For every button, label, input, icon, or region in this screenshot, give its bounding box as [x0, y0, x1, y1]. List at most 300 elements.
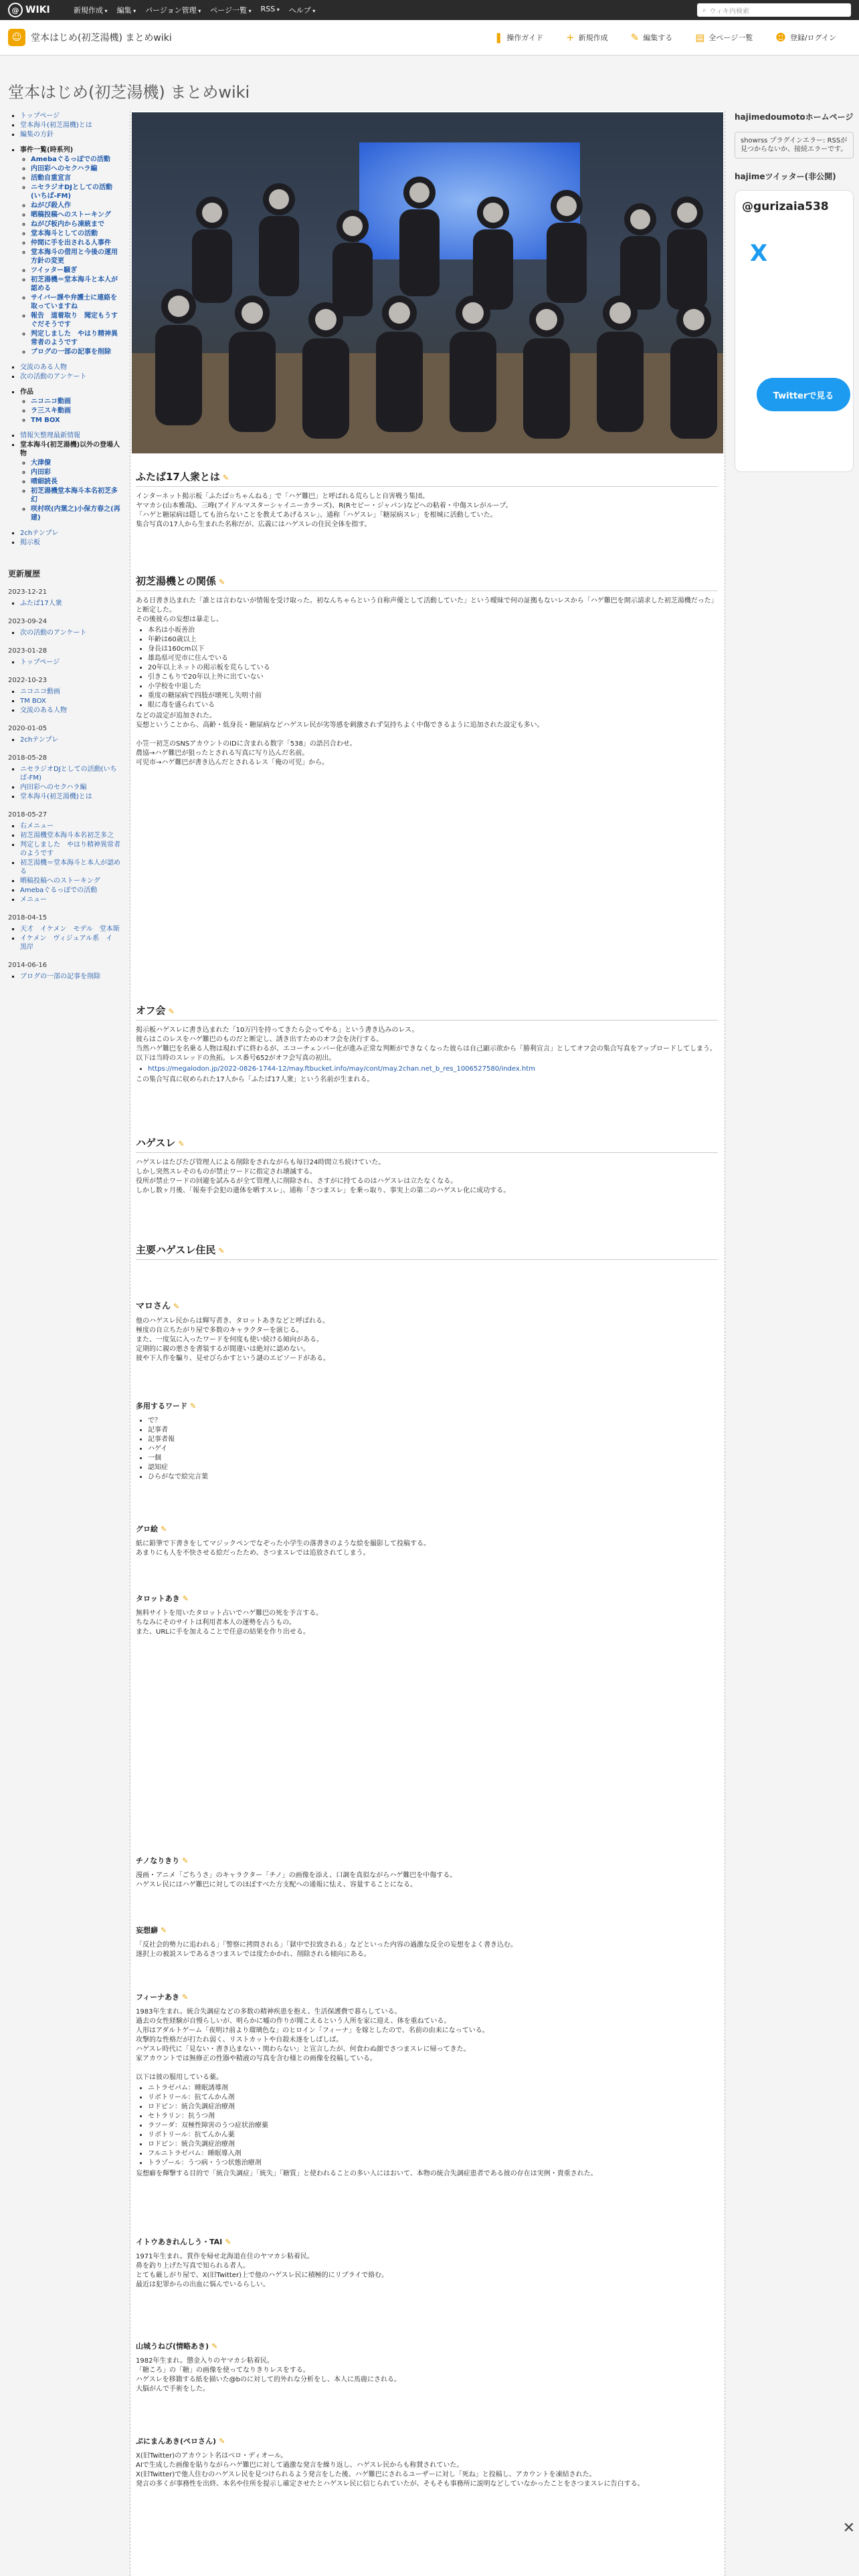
- sub-heading: フィーナあき ✎: [136, 1993, 189, 2002]
- sub-heading: 妄想癖 ✎: [136, 1926, 167, 1935]
- history-link[interactable]: ニセラジオDJとしての活動(いちば-FM): [20, 766, 117, 782]
- history-link[interactable]: トップページ: [20, 659, 60, 666]
- word: 記事者報: [148, 1436, 175, 1443]
- text-line: とても厳しがり屋で、X(旧Twitter)上で他のハゲスレ民に積極的にリプライで絡む。: [136, 2272, 389, 2279]
- history-date: 2014-06-16: [8, 962, 47, 969]
- sidebar-character-link[interactable]: 内田彩: [31, 469, 51, 476]
- sub-heading: 山城うねび(情略あき) ✎: [136, 2342, 218, 2351]
- menu-version[interactable]: バージョン管理 ▾: [145, 5, 201, 15]
- fact-item: [148, 663, 718, 673]
- history-link-item: [20, 658, 122, 667]
- sub-heading: チノなりきり ✎: [136, 1856, 189, 1865]
- text-line: 最近は犯罪からの出血に悩んでいるらしい。: [136, 2281, 270, 2288]
- sidebar-event-link[interactable]: ねがぴ殺人作: [31, 202, 71, 209]
- sidebar-work-link[interactable]: ニコニコ動画: [31, 398, 71, 405]
- section-offkai: [136, 1003, 718, 1085]
- history-items: [8, 822, 122, 904]
- menu-edit[interactable]: 編集 ▾: [117, 5, 136, 15]
- sidebar-work-link-item: [31, 416, 122, 425]
- main-content: [130, 111, 725, 2576]
- history-items: [8, 972, 122, 981]
- text-line: ある日書き込まれた「誰とは言わないが情報を受け取った。初なんちゃらという自称声優として活動していた」という曖昧で何の証拠もないレスから「ハゲ難巴を開示請求した初芝湯機だった」と断定した。: [136, 597, 718, 614]
- sidebar-work-link[interactable]: TM BOX: [31, 417, 60, 424]
- sidebar-character-link-item: [31, 477, 122, 486]
- drug: フルニトラゼパム：睡眠導入剤: [148, 2150, 242, 2157]
- text-line: ハゲスレ民にはハゲ難巴に対してのほぼすべた方支配への通報に怯え、容量することになる。: [136, 1881, 417, 1889]
- drug-list: [136, 2084, 718, 2168]
- history-link[interactable]: 天才 イケメン モデル 堂本斯: [20, 926, 120, 933]
- edit-pen-icon[interactable]: ✎: [219, 2437, 225, 2446]
- drug: セトラリン：抗うつ剤: [148, 2113, 215, 2120]
- section-residents: [136, 1243, 718, 1260]
- sidebar-link[interactable]: 掲示板: [20, 539, 40, 546]
- guide-icon: ❚: [494, 31, 503, 43]
- sidebar-link[interactable]: 2chテンプレ: [20, 530, 59, 537]
- word: で？: [148, 1417, 161, 1424]
- sub-heading: グロ絵 ✎: [136, 1525, 167, 1533]
- history-link-item: [20, 934, 122, 952]
- section-heading: 初芝湯機との関係 ✎: [136, 574, 718, 591]
- section-hagesure: [136, 1136, 718, 1196]
- text-line: インターネット掲示板「ふたば☆ちゃんねる」で「ハゲ難巴」と呼ばれる荒らしと自害戦う集団。: [136, 493, 430, 500]
- resident-pero: [136, 2436, 718, 2489]
- wiki-logo[interactable]: @ WIKI: [0, 3, 64, 17]
- sidebar-event-link-item: [31, 294, 122, 311]
- word-item: [148, 1473, 718, 1482]
- sidebar-character-link-item: [31, 487, 122, 504]
- text-line: 攻撃的な性格だが打たれ弱く、リストカットや自殺未遂をしばしば。: [136, 2036, 343, 2044]
- global-topbar: [0, 0, 859, 20]
- sidebar-event-link-item: [31, 165, 122, 173]
- text-line: [136, 2064, 718, 2073]
- history-link[interactable]: ニコニコ動画: [20, 688, 60, 695]
- top-menu: [74, 5, 315, 15]
- history-link-item: [20, 972, 122, 981]
- fact-item: [148, 673, 718, 682]
- resident-yamase: [136, 2341, 718, 2394]
- edit-button[interactable]: ✎ 編集する: [630, 31, 673, 43]
- resident-mousou: [136, 1925, 718, 1959]
- sidebar-event-link[interactable]: 堂本海斗としての活動: [31, 230, 98, 237]
- history-date: 2018-04-15: [8, 914, 47, 922]
- sidebar-link[interactable]: 編集の方針: [20, 131, 54, 138]
- homepage-title[interactable]: hajimedoumotoホームページ: [735, 112, 854, 122]
- text-line: X(旧Twitter)で他人住むのハゲスレ民を見つけられるよう発言をした後、ハゲ難巴にされるユーザーに対し「死ね」と投稿し、アカウントを凍結された。: [136, 2471, 596, 2478]
- sidebar-character-link-item: [31, 468, 122, 477]
- sidebar-event-link-item: [31, 183, 122, 201]
- sidebar-event-link-item: [31, 312, 122, 329]
- all-pages-button[interactable]: ▤ 全ページ一覧: [695, 31, 753, 43]
- site-header: [0, 20, 859, 56]
- at-icon: @: [8, 3, 23, 17]
- history-link[interactable]: 内田彩へのセクハラ編: [20, 784, 87, 791]
- edit-pen-icon[interactable]: ✎: [173, 1302, 180, 1311]
- history-items: [8, 925, 122, 952]
- word: 記事者: [148, 1426, 168, 1434]
- text-line: 彼らはこのレスをハゲ難巴のものだと断定し、誘き出すためのオフ会を決行する。: [136, 1036, 383, 1043]
- sidebar-nav-4: [8, 529, 122, 547]
- history-link[interactable]: 初芝湯機＝堂本海斗と本人が認める: [20, 859, 120, 875]
- sidebar-event-link[interactable]: 堂本海斗の借用と今後の運用方針の変更: [31, 249, 118, 265]
- text-line: 鼻を釣り上げた写真で知られる者人。: [136, 2262, 250, 2270]
- word-list: [136, 1416, 718, 1482]
- history-date: 2018-05-28: [8, 754, 47, 762]
- text-line: 定期的に親の悪さを書装するが間違いは絶対に認めない。: [136, 1346, 310, 1353]
- group-photo: [132, 112, 723, 453]
- history-link-item: [20, 895, 122, 904]
- people-silhouettes: [132, 112, 723, 453]
- text-line: 農協→ハゲ難巴が狙ったとされる写真に写り込んだ名前。: [136, 750, 309, 757]
- twitter-title: hajimeツイッター(非公開): [735, 172, 836, 181]
- sidebar-characters: [8, 431, 122, 522]
- archive-link[interactable]: https://megalodon.jp/2022-0826-1744-12/may.ftbucket.info/may/cont/may.2chan.net_b_res_1006527580/index.htm: [148, 1065, 535, 1073]
- sidebar-event-link-item: [31, 229, 122, 238]
- fact-item: [148, 701, 718, 710]
- section-heading: ふたば17人衆とは ✎: [136, 469, 718, 487]
- text-line: 人形はアダルトゲーム「夜明け前より瑠璃色な」のヒロイン「フィーナ」を嫁としたので、名前の由来になっている。: [136, 2027, 489, 2034]
- sidebar-event-link[interactable]: ツイッター騒ぎ: [31, 267, 78, 274]
- text-line: 紙に鉛筆で下書きをしてマジックペンでなぞった小学生の落書きのような絵を撮影して投稿する。: [136, 1540, 430, 1547]
- fact: 本名は小坂善治: [148, 627, 195, 634]
- text-line: 以下は彼の服用している薬。: [136, 2074, 223, 2081]
- word: 一個: [148, 1455, 161, 1462]
- history-link[interactable]: ふたば17人衆: [20, 600, 62, 607]
- sidebar-event-link-item: [31, 330, 122, 347]
- sub-heading: タロットあき ✎: [136, 1594, 189, 1603]
- section-futaba17: [136, 469, 718, 530]
- text-line: 役所が禁止ワードの回避を試みるが全て管理人に削除され、さすがに持てるのはハゲスレは立たなくなる。: [136, 1178, 458, 1185]
- text-line: 当然ハゲ難巴を名乗る人物は現れずに終わるが、エコーチェンバー化が進み正常な判断ができなくなった彼らは自己顕示欲から「勝利宣言」としてオフ会の集合写真をアップロードしてしまう。: [136, 1045, 717, 1053]
- history-link-item: [20, 822, 122, 831]
- fact-item: [148, 645, 718, 654]
- history-date: 2023-09-24: [8, 618, 47, 625]
- sidebar-character-link[interactable]: 咲村咲(内葉之)小保方春之(再建): [31, 506, 120, 522]
- text-line: 「反社会的勢力に追われる」「警察に拷問される」「獄中で拉致される」などといった内容の過激な反全の妄想をよく書き込む。: [136, 1941, 517, 1949]
- new-page-button[interactable]: + 新規作成: [566, 31, 608, 43]
- fact-item: [148, 691, 718, 701]
- text-line: ちなみにそのサイトは利用者本人の運勢を占うもの。: [136, 1619, 296, 1626]
- fact: 年齢は60歳以上: [148, 636, 197, 643]
- drug-item: [148, 2093, 718, 2103]
- history-link[interactable]: ブログの一部の記事を削除: [20, 973, 100, 980]
- sidebar-event-link[interactable]: 判定しました やはり精神異常者のようです: [31, 330, 118, 346]
- drug-item: [148, 2140, 718, 2149]
- history-link-item: [20, 877, 122, 885]
- section-body: [136, 1158, 718, 1196]
- sub-heading: イトウあきれんしう・TAI ✎: [136, 2238, 231, 2246]
- history-list: [8, 588, 122, 981]
- history-link-item: [20, 792, 122, 801]
- history-date: 2022-10-23: [8, 677, 47, 684]
- left-sidebar: [8, 111, 122, 988]
- fact-item: [148, 682, 718, 691]
- sidebar-character-link[interactable]: 大津僚: [31, 459, 51, 467]
- section-relation: [136, 574, 718, 768]
- word-item: [148, 1426, 718, 1435]
- word-item: [148, 1463, 718, 1473]
- menu-pages[interactable]: ページ一覧 ▾: [210, 5, 251, 15]
- sidebar-work-link-item: [31, 407, 122, 415]
- word-item: [148, 1435, 718, 1444]
- fact: 眼に毒を盛られている: [148, 702, 215, 709]
- edit-pen-icon[interactable]: ✎: [218, 1247, 225, 1255]
- history-date: 2018-05-27: [8, 811, 47, 819]
- drug: トラゾール：うつ病・うつ状態治療剤: [148, 2159, 262, 2167]
- sidebar-link[interactable]: トップページ: [20, 112, 60, 120]
- edit-pen-icon[interactable]: ✎: [219, 578, 225, 586]
- edit-pen-icon[interactable]: ✎: [182, 1993, 189, 2002]
- sidebar-event-link-item: [31, 276, 122, 293]
- sidebar-work-link[interactable]: ラ三スキ動画: [31, 407, 71, 415]
- text-line: 無料サイトを用いたタロット占いでハゲ難巴の死を予言する。: [136, 1610, 323, 1617]
- search-icon: ⌕: [702, 6, 706, 14]
- sidebar-events-title: 事件一覧(時系列): [20, 146, 74, 154]
- text-line: X(旧Twitter)のアカウント名はべロ・ディオール。: [136, 2452, 288, 2460]
- sidebar-event-link[interactable]: サイバー課や弁護士に連絡を取っていますね: [31, 294, 118, 310]
- fact: 小学校を中退した: [148, 683, 201, 690]
- history-link[interactable]: 右メニュー: [20, 823, 54, 830]
- sidebar-link[interactable]: 堂本海斗(初芝湯機)とは: [20, 122, 92, 129]
- history-link-item: [20, 831, 122, 840]
- text-line: ハゲスレを移籍する紙を描いた@bのに対して的外れな分析をし、本人に馬鹿にされる。: [136, 2376, 401, 2383]
- text-line: しかし数ヶ月後、「報奏手会犯の遺体を晒すスレ」、通称「さつまスレ」を乗っ取り、事実上の第二のハゲスレ化に成功する。: [136, 1187, 510, 1194]
- drug: ニトラゼパム：睡眠誘導剤: [148, 2084, 228, 2092]
- history-items: [8, 736, 122, 744]
- menu-new[interactable]: 新規作成 ▾: [74, 5, 108, 15]
- sidebar-event-link[interactable]: 活動自重宣言: [31, 175, 71, 182]
- history-link-item: [20, 783, 122, 792]
- pages-icon: ▤: [695, 31, 705, 43]
- resident-fina: フィーナあき ✎ 1983年生まれ。統合失調症などの多数の精神疾患を抱え、生活保護費で暮らしている。 過去の女性経験が自慢らしいが、明らかに嘘の作りが聞こえるという人所を家に迎え、体を重ねている。 人形はアダルトゲーム「夜明け前より瑠璃色な」のヒロイン「フィーナ」を嫁としたので、名前の由来になっている。 攻撃的な性格だが打たれ弱く、リストカットや自殺未遂をしばしば。 ハゲスレ時代に「見ない・書き込まない・関わらない」と宣言したが、何食わぬ顔でさつまスレに帰ってきた。 家アカウントでは無修正の性器や精液の写真を含む様との画像を投稿している。 以下は彼の服用している薬。 • ニトラゼパム：睡眠誘導剤 • リボトリール：抗てんかん剤 • ロドピン：統合失調症治療剤 • セトラリン：抗うつ剤 • ラツーダ：双極性障害のうつ症状治療薬 • リボトリール：抗てんかん薬 • ロドピン：統合失調症治療剤 • フルニトラゼパム：睡眠導入剤 • トラゾール：うつ病・うつ状態治療剤 妄想癖を輝撃する目的で「統合失調症」「統失」「糖質」と使われることの多い人にはおいて、本物の統合失調症患者である彼の存在は実例・貴重された。: [136, 1992, 718, 2179]
- sidebar-event-link[interactable]: 報告 道着取り 聞定もうすぐだそうです: [31, 312, 118, 328]
- history-link-item: [20, 841, 122, 858]
- sidebar-event-link-item: [31, 155, 122, 164]
- text-line: 1971年生まれ。賞作を帰せ北海道在住のヤマカシ粘着民。: [136, 2253, 314, 2260]
- text-line: などの設定が追加された。: [136, 712, 216, 720]
- sidebar-event-link-item: [31, 266, 122, 275]
- sidebar-events: [8, 146, 122, 356]
- sidebar-event-link[interactable]: 晒稿投稿へのストーキング: [31, 211, 111, 219]
- history-link[interactable]: TM BOX: [20, 697, 46, 705]
- edit-pen-icon[interactable]: ✎: [168, 1007, 175, 1016]
- sidebar-event-link[interactable]: 初芝湯機＝堂本海斗と本人が認める: [31, 276, 118, 292]
- text-line: 極度の自立ちたがり屋で多数のキャラクターを演じる。: [136, 1327, 303, 1334]
- resident-guro: [136, 1523, 718, 1558]
- twitter-embed: [735, 190, 854, 472]
- text-line: 掲示板ハゲスレに書き込まれた「10万円を持ってきたら会ってやる」という書き込みのレス。: [136, 1027, 419, 1034]
- text-line: [136, 730, 718, 740]
- history-link[interactable]: 晒稿投稿へのストーキング: [20, 877, 100, 885]
- sidebar-characters-title: 堂本海斗(初芝湯機)以外の登場人物: [20, 441, 120, 457]
- text-line: 家アカウントでは無修正の性器や精液の写真を含む様との画像を投稿している。: [136, 2055, 377, 2062]
- text-line: 他のハゲスレ民からは輝写者き、タロットあきなどと呼ばれる。: [136, 1317, 329, 1325]
- pen-icon: ✎: [630, 31, 640, 43]
- history-link[interactable]: 2chテンプレ: [20, 736, 59, 744]
- edit-pen-icon[interactable]: ✎: [225, 2238, 231, 2246]
- word-item: [148, 1454, 718, 1463]
- sidebar-event-link[interactable]: ねがぴ板内から凍統まで: [31, 221, 104, 228]
- history-link[interactable]: 次の活動のアンケート: [20, 629, 87, 637]
- edit-pen-icon[interactable]: ✎: [222, 473, 229, 482]
- search-input[interactable]: ⌕ ウィキ内検索: [697, 3, 851, 17]
- right-sidebar: [735, 111, 854, 472]
- user-icon: ☻: [775, 31, 786, 43]
- sidebar-event-link-item: [31, 248, 122, 265]
- drug: リボトリール：抗てんかん剤: [148, 2094, 235, 2101]
- history-items: [8, 599, 122, 608]
- sidebar-event-link[interactable]: 仲間に手を出される人事件: [31, 239, 111, 247]
- history-date: 2020-01-05: [8, 725, 47, 732]
- sidebar-character-link[interactable]: 晴細読長: [31, 478, 58, 486]
- sidebar-link[interactable]: 次の活動のアンケート: [20, 373, 87, 381]
- history-items: [8, 658, 122, 667]
- history-link[interactable]: イケメン ヴィジュアル系 イ 黒岸: [20, 935, 120, 951]
- sidebar-works-title: 作品: [20, 389, 33, 396]
- sidebar-works: [8, 388, 122, 425]
- text-line: 1982年生まれ。懲金入りのヤマカシ粘着民。: [136, 2357, 274, 2365]
- text-line: ハゲスレ時代に「見ない・書き込まない・関わらない」と宣言したが、何食わぬ顔でさつまスレに帰ってきた。: [136, 2046, 470, 2053]
- history-items: [8, 687, 122, 715]
- drug-item: [148, 2112, 718, 2121]
- fact: 重度の糖尿病で四肢が壊死し失明寸前: [148, 692, 262, 700]
- sidebar-event-link-item: [31, 211, 122, 219]
- sidebar-character-link-item: [31, 505, 122, 522]
- sidebar-event-link-item: [31, 348, 122, 356]
- site-title[interactable]: 堂本はじめ(初芝湯機) まとめwiki: [31, 33, 172, 43]
- history-link-item: [20, 599, 122, 608]
- site-icon: ☺: [8, 29, 25, 46]
- text-line: 大脳がんで手術をした。: [136, 2385, 209, 2393]
- word-item: [148, 1416, 718, 1426]
- sidebar-link[interactable]: 情報矢整理最新情報: [20, 432, 80, 439]
- fact-item: [148, 635, 718, 645]
- text-line: 「ハゲと糖尿病は隠しても治らないことを教えてあげるスレ」、通称「ハゲスレ」「糖尿病スレ」を根城に活動していた。: [136, 512, 497, 519]
- close-icon[interactable]: ✕: [842, 2520, 855, 2537]
- history-link-item: [20, 765, 122, 782]
- twitter-handle[interactable]: @gurizaia538: [742, 200, 829, 213]
- sidebar-character-link-item: [31, 459, 122, 467]
- edit-pen-icon[interactable]: ✎: [161, 1525, 167, 1533]
- rss-error-box: showrss プラグインエラー: RSSが見つからないか、接続エラーです。: [735, 132, 854, 158]
- section-body: 掲示板ハゲスレに書き込まれた「10万円を持ってきたら会ってやる」という書き込みのレス。 彼らはこのレスをハゲ難巴のものだと断定し、誘き出すためのオフ会を決行する。 当然ハゲ難巴を名乗る人物は現れずに終わるが、エコーチェンバー化が進み正常な判断ができなくなった彼らは自己顕示欲から「勝利宣言」としてオフ会の集合写真をアップロードしてしまう。 以下は当時のスレッドの魚拓。レス番号652がオフ会写真の初出。 • https://megalodon.jp/2022-0826-1744-12/may.ftbucket.info/may/cont/may.2chan.net_b_res_1006527580/index.htm この集合写真に収められた17人から「ふたば17人衆」という名前が生まれる。: [136, 1026, 718, 1085]
- history-link-item: [20, 859, 122, 876]
- history-link-item: [20, 687, 122, 696]
- sidebar-event-link[interactable]: Amebaぐるっぽでの活動: [31, 156, 110, 163]
- history-date: 2023-12-21: [8, 588, 47, 596]
- history-date: 2023-01-28: [8, 647, 47, 655]
- login-button[interactable]: ☻ 登録/ログイン: [775, 31, 836, 43]
- text-line: ヤマカシ(山本雅哉)、三峰(アイドルマスターシャイニーカラーズ)、R(Rセピー・ジャパン)などへの粘着・中傷スレがループ。: [136, 502, 512, 510]
- drug-item: [148, 2121, 718, 2131]
- word-item: [148, 1444, 718, 1454]
- sidebar-character-link[interactable]: 初芝湯機堂本海斗本名初芝多幻: [31, 488, 118, 504]
- history-link-item: [20, 925, 122, 934]
- drug-item: [148, 2149, 718, 2159]
- fact: 20年以上ネットの掲示板を荒らしている: [148, 664, 270, 671]
- sidebar-event-link[interactable]: ニセラジオDJとしての活動(いちば-FM): [31, 184, 113, 200]
- menu-rss[interactable]: RSS ▾: [261, 5, 280, 15]
- history-link[interactable]: 交流のある人物: [20, 707, 67, 714]
- sub-heading: ぷにまんあき(ぺロさん) ✎: [136, 2437, 225, 2446]
- section-heading: ハゲスレ ✎: [136, 1136, 718, 1153]
- history-link[interactable]: メニュー: [20, 896, 47, 903]
- history-items: [8, 629, 122, 637]
- menu-help[interactable]: ヘルプ ▾: [289, 5, 316, 15]
- sidebar-event-link[interactable]: 内田彩へのセクハラ編: [31, 165, 98, 173]
- edit-pen-icon[interactable]: ✎: [182, 1594, 189, 1603]
- history-link[interactable]: 堂本海斗(初芝湯機)とは: [20, 793, 92, 800]
- word: 認知症: [148, 1464, 168, 1471]
- text-line: その後彼らの妄想は暴走し、: [136, 616, 223, 623]
- text-line: 遂択上の被説スレであるさつまスレでは度たかかれ、削除される傾向にある。: [136, 1951, 371, 1958]
- resident-tarot: [136, 1593, 718, 1637]
- edit-pen-icon[interactable]: ✎: [182, 1856, 189, 1865]
- section-body: [136, 492, 718, 530]
- plus-icon: +: [566, 31, 575, 43]
- history-link-item: [20, 706, 122, 715]
- edit-pen-icon[interactable]: ✎: [190, 1402, 197, 1410]
- resident-itoko: [136, 2236, 718, 2290]
- fact: 引きこもりで20年以上外に出ていない: [148, 673, 264, 681]
- edit-pen-icon[interactable]: ✎: [211, 2342, 218, 2351]
- text-line: ハゲスレはたびたび管理人による削除をされながらも毎日24時間立ち続けていた。: [136, 1159, 385, 1166]
- guide-button[interactable]: ❚ 操作ガイド: [494, 31, 544, 43]
- resident-words: [136, 1400, 718, 1483]
- edit-pen-icon[interactable]: ✎: [161, 1926, 167, 1935]
- x-logo-icon: X: [750, 240, 768, 267]
- fact-item: [148, 626, 718, 635]
- text-line: また、一度気に入ったワードを何度も使い続ける傾向がある。: [136, 1336, 323, 1344]
- history-link[interactable]: Amebaぐるっぽでの活動: [20, 887, 98, 894]
- sidebar-event-link-item: [31, 239, 122, 247]
- history-link-item: [20, 629, 122, 637]
- fact-list: [136, 626, 718, 710]
- text-line: 妄想ということから、高齢・低身長・糖尿病などハゲスレ民が劣等感を刺激されず気持ちよく中傷できるように追加された設定も多い。: [136, 722, 544, 729]
- section-body: [136, 597, 718, 768]
- drug: リボトリール：抗てんかん薬: [148, 2131, 235, 2139]
- drug-item: [148, 2159, 718, 2168]
- sidebar-event-link-item: [31, 201, 122, 210]
- text-line: 彼や下人作を騙り、見せびらかすという謎のエピソードがある。: [136, 1355, 330, 1362]
- text-line: しかし突然スレそのものが禁止ワードに指定され壊滅する。: [136, 1168, 316, 1176]
- sidebar-nav-2: [8, 363, 122, 381]
- sub-heading: 多用するワード ✎: [136, 1402, 197, 1410]
- drug: ロドピン：統合失調症治療剤: [148, 2141, 235, 2148]
- resident-heading: マロさん ✎: [136, 1301, 180, 1311]
- sidebar-link[interactable]: 交流のある人物: [20, 364, 67, 371]
- text-line: 「糖ころ」の「糖」の画像を使ってなりきりレスをする。: [136, 2367, 310, 2374]
- history-link-item: [20, 697, 122, 706]
- text-line: 小笠一初芝のSNSアカウントのIDに含まれる数字「538」の語呂合わせ。: [136, 740, 357, 748]
- text-line: 漫画・アニメ「ごちうさ」のキャラクター「チノ」の画像を添え、口調を真似ながらハゲ難巴を中傷する。: [136, 1872, 457, 1879]
- edit-pen-icon[interactable]: ✎: [178, 1140, 185, 1148]
- page-title: 堂本はじめ(初芝湯機) まとめwiki: [8, 83, 250, 102]
- sidebar-event-link-item: [31, 174, 122, 183]
- text-line: 過去の女性経験が自慢らしいが、明らかに嘘の作りが聞こえるという人所を家に迎え、体を重ねている。: [136, 2018, 451, 2025]
- history-link[interactable]: 初芝湯機堂本海斗本名初芝多之: [20, 832, 114, 839]
- text-line: 1983年生まれ。統合失調症などの多数の精神疾患を抱え、生活保護費で暮らしている。: [136, 2008, 401, 2016]
- view-on-twitter-button[interactable]: Twitterで見る: [757, 378, 850, 411]
- text-line: 発言の多くが事務性を出終、本名や住所を提示し確定させたとハゲスレ民に信じられていたが、そもそも事務所に説明などしていなかったことをさつまスレに告白する。: [136, 2480, 644, 2488]
- drug: ロドピン：統合失調症治療剤: [148, 2103, 235, 2111]
- sidebar-work-link-item: [31, 397, 122, 406]
- history-link[interactable]: 判定しました やはり精神異常者のようです: [20, 841, 120, 857]
- drug-item: [148, 2103, 718, 2112]
- sidebar-event-link[interactable]: ブログの一部の記事を削除: [31, 348, 111, 356]
- resident-maro: [136, 1299, 718, 1364]
- fact: 雄島県可児市に住んでいる: [148, 655, 228, 662]
- text-line: あまりにも人を不快させる絵だったため、さつまスレでは追放されてしまう。: [136, 1549, 370, 1557]
